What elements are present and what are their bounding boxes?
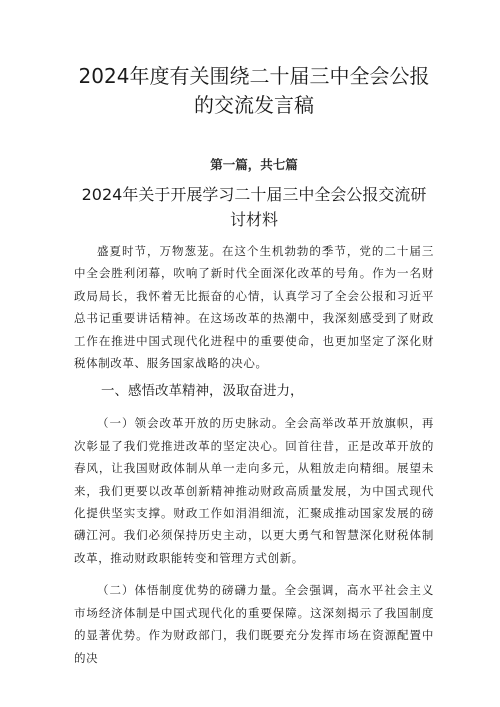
- section1-paragraph-1: （一）领会改革开放的历史脉动。全会高举改革开放旗帜，再次彰显了我们党推进改革的坚定决心。回首往昔，正是改革开放的春风，让我国财政体制从单一走向多元，从粗放走向精细。展望未来，我们更要以改革创新精神推动财政高质量发展，为中国式现代化提供坚实支撑。财政工作如涓涓细流，汇聚成推动国家发展的磅礴江河。我们必须保持历史主动，以更大勇气和智慧深化财税体制改革，推动财政职能转变和管理方式创新。: [74, 416, 434, 565]
- chapter-label: 第一篇，共七篇: [210, 157, 298, 172]
- document-title: 2024年度有关围绕二十届三中全会公报的交流发言稿: [78, 64, 430, 117]
- section-heading-1: 一、感悟改革精神，汲取奋进力，: [101, 383, 304, 400]
- document-subtitle: 2024年关于开展学习二十届三中全会公报交流研讨材料: [81, 185, 427, 229]
- section1-paragraph-2: （二）体悟制度优势的磅礴力量。全会强调，高水平社会主义市场经济体制是中国式现代化的重要保障。这深刻揭示了我国制度的显著优势。作为财政部门，我们既要充分发挥市场在资源配置中的决: [74, 583, 434, 665]
- intro-paragraph: 盛夏时节，万物葱茏。在这个生机勃勃的季节，党的二十届三中全会胜利闭幕，吹响了新时代全面深化改革的号角。作为一名财政局局长，我怀着无比振奋的心情，认真学习了全会公报和习近平总书记重要讲话精神。在这场改革的热潮中，我深刻感受到了财政工作在推进中国式现代化进程中的重要使命，也更加坚定了深化财税体制改革、服务国家战略的决心。: [74, 244, 434, 371]
